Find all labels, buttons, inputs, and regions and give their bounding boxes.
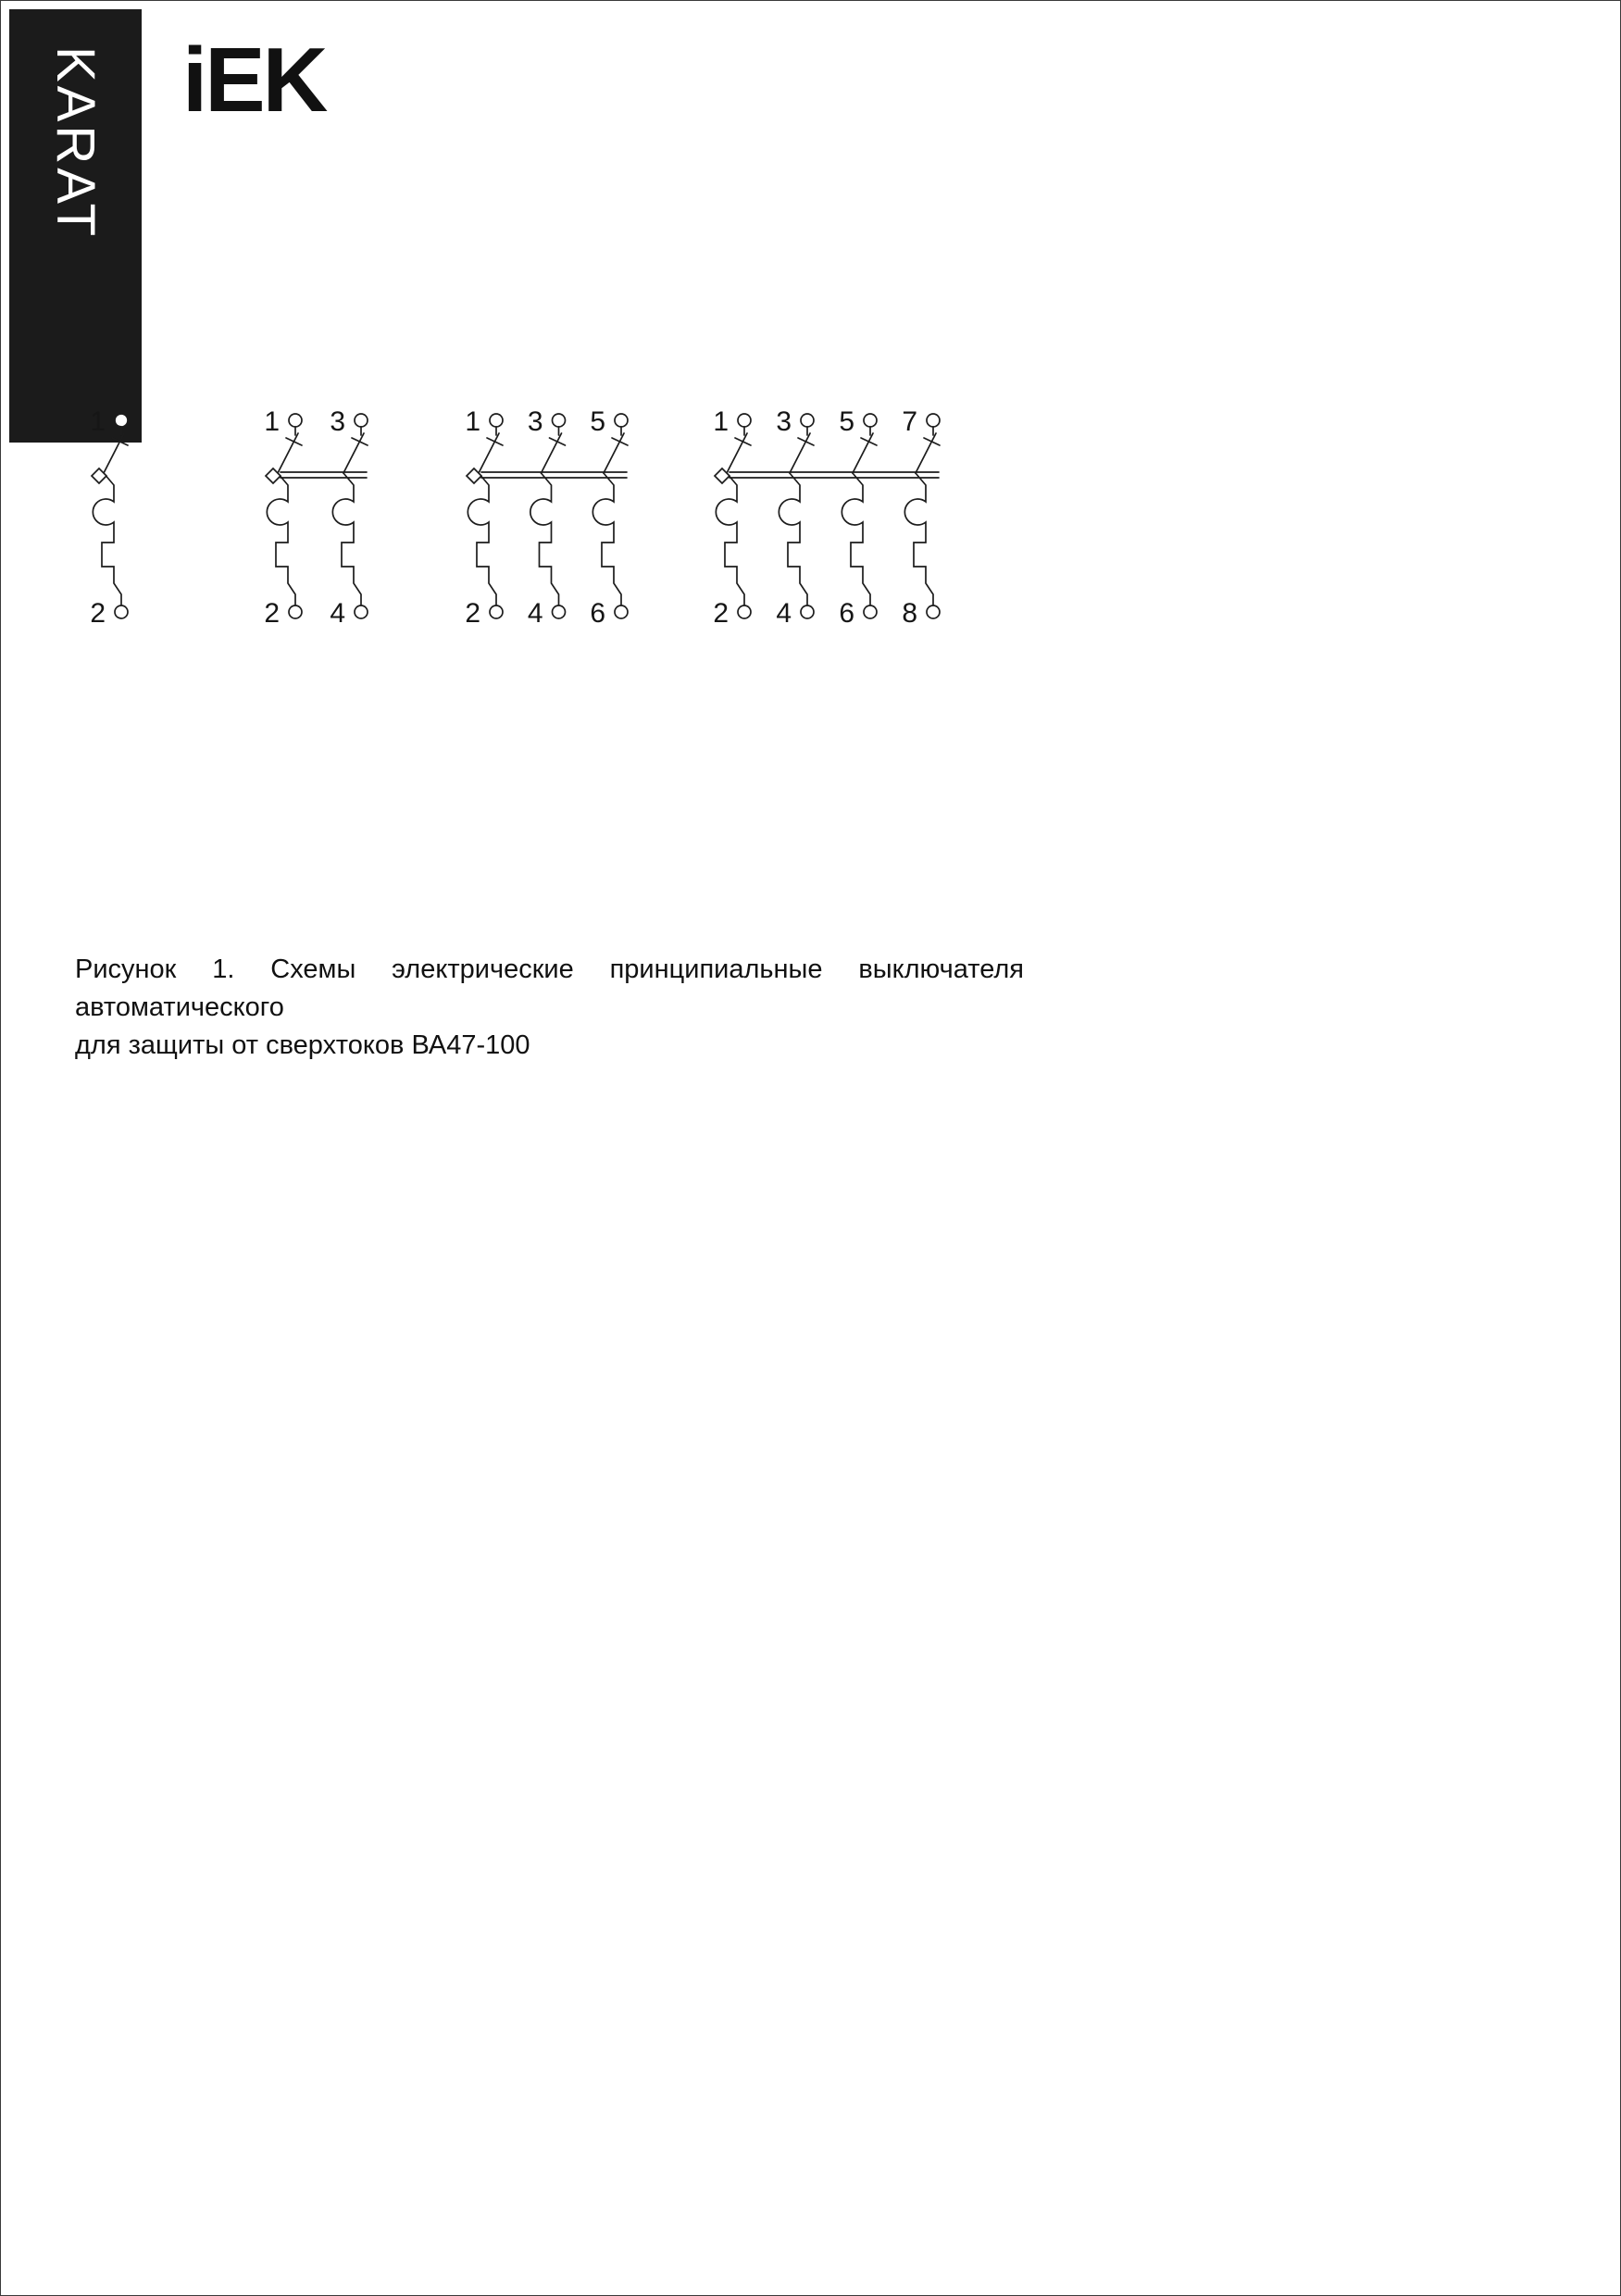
diagram-1-pole (90, 406, 128, 629)
pole (528, 406, 566, 629)
top-terminal (289, 414, 302, 427)
bottom-terminal-label: 4 (330, 598, 345, 629)
bottom-terminal-label: 6 (839, 598, 854, 629)
figure-caption-line1: Рисунок 1. Схемы электрические принципиальные выключателя автоматического (75, 955, 1024, 1022)
top-terminal (864, 414, 877, 427)
pole (902, 406, 940, 629)
release-element (468, 473, 496, 605)
breaker-tick (352, 438, 368, 445)
breaker-tick (735, 438, 751, 445)
release-element (332, 473, 361, 605)
iek-logo (182, 29, 326, 131)
top-terminal (355, 414, 368, 427)
bottom-terminal (553, 605, 566, 618)
bottom-terminal (927, 605, 940, 618)
breaker-tick (924, 438, 940, 445)
breaker-tick (550, 438, 566, 445)
bottom-terminal (615, 605, 628, 618)
top-terminal (490, 414, 503, 427)
bottom-terminal-label: 2 (264, 598, 280, 629)
diagram-2-pole (264, 406, 368, 629)
breaker-tick (861, 438, 877, 445)
top-terminal-label: 1 (713, 406, 729, 437)
breaker-tick (487, 438, 503, 445)
release-element (904, 473, 933, 605)
pole (90, 406, 128, 629)
bottom-terminal (355, 605, 368, 618)
figure-caption-line2: для защиты от сверхтоков ВА47-100 (75, 1030, 530, 1060)
pole (330, 406, 368, 629)
release-element (530, 473, 559, 605)
release-element (842, 473, 870, 605)
bottom-terminal (115, 605, 128, 618)
pole (776, 406, 814, 629)
top-terminal (801, 414, 814, 427)
release-element (779, 473, 807, 605)
diagram-3-pole (465, 406, 628, 629)
breaker-tick (798, 438, 814, 445)
bottom-terminal-label: 8 (902, 598, 917, 629)
breaker-tick (112, 438, 128, 445)
top-terminal-label: 3 (527, 406, 543, 437)
top-terminal (553, 414, 566, 427)
release-element (716, 473, 744, 605)
circuit-diagrams-area (1, 399, 1038, 677)
bottom-terminal (490, 605, 503, 618)
top-terminal (927, 414, 940, 427)
pole (590, 406, 628, 629)
karat-brand-label: KARAT (45, 46, 106, 241)
circuit-diagrams (1, 399, 1038, 677)
top-terminal-label: 1 (90, 406, 106, 437)
top-terminal-label: 3 (776, 406, 792, 437)
bottom-terminal (801, 605, 814, 618)
bottom-terminal-label: 2 (465, 598, 480, 629)
pole (465, 406, 503, 629)
karat-brand-bar (9, 9, 142, 443)
bottom-terminal-label: 2 (90, 598, 106, 629)
release-element (592, 473, 621, 605)
top-terminal-label: 7 (902, 406, 917, 437)
top-terminal-label: 1 (465, 406, 480, 437)
pole (713, 406, 751, 629)
breaker-tick (612, 438, 628, 445)
pole (839, 406, 877, 629)
top-terminal (615, 414, 628, 427)
bottom-terminal (738, 605, 751, 618)
top-terminal (115, 414, 128, 427)
bottom-terminal-label: 4 (776, 598, 792, 629)
bottom-terminal-label: 6 (590, 598, 605, 629)
bottom-terminal (289, 605, 302, 618)
bottom-terminal-label: 2 (713, 598, 729, 629)
diagram-4-pole (713, 406, 940, 629)
top-terminal (738, 414, 751, 427)
release-element (93, 473, 121, 605)
breaker-tick (286, 438, 302, 445)
top-terminal-label: 5 (590, 406, 605, 437)
top-terminal-label: 1 (264, 406, 280, 437)
pole (264, 406, 302, 629)
iek-logo-text: iEK (182, 29, 326, 131)
figure-caption (75, 951, 1024, 1065)
bottom-terminal (864, 605, 877, 618)
top-terminal-label: 5 (839, 406, 854, 437)
top-terminal-label: 3 (330, 406, 345, 437)
release-element (267, 473, 295, 605)
bottom-terminal-label: 4 (527, 598, 543, 629)
